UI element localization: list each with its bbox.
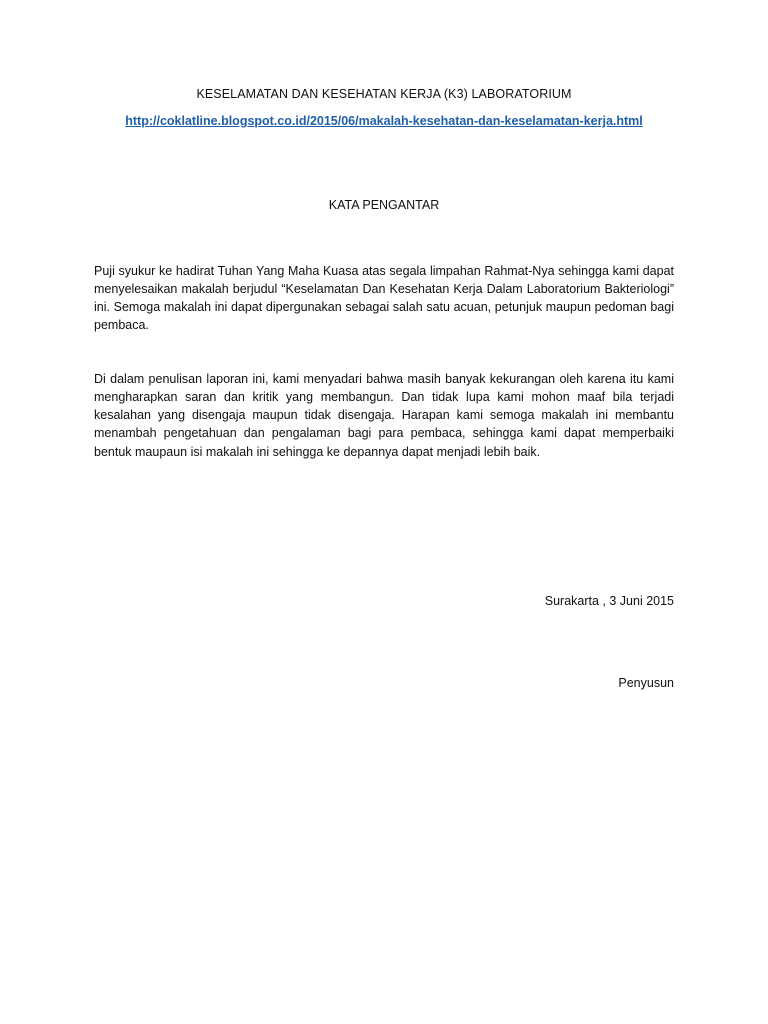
source-link[interactable]: http://coklatline.blogspot.co.id/2015/06/makalah-kesehatan-dan-keselamatan-kerja.html — [125, 114, 643, 128]
paragraph-1: Puji syukur ke hadirat Tuhan Yang Maha Kuasa atas segala limpahan Rahmat-Nya sehingga kami dapat menyelesaikan makalah berjudul “Keselamatan Dan Kesehatan Kerja Dalam Laboratorium Bakteriologi” ini. Semoga makalah ini dapat dipergunakan sebagai salah satu acuan, petunjuk maupun pedoman bagi pembaca. — [94, 263, 674, 333]
document-title: KESELAMATAN DAN KESEHATAN KERJA (K3) LABORATORIUM — [196, 87, 572, 101]
paragraph-2: Di dalam penulisan laporan ini, kami menyadari bahwa masih banyak kekurangan oleh karena itu kami mengharapkan saran dan kritik yang membangun. Dan tidak lupa kami mohon maaf bila terjadi kesalahan yang disengaja maupun tidak disengaja. Harapan kami semoga makalah ini membantu menambah pengetahuan dan pengalaman bagi para pembaca, sehingga kami dapat memperbaiki bentuk maupaun isi makalah ini sehingga ke depannya dapat menjadi lebih baik. — [94, 371, 674, 459]
section-heading: KATA PENGANTAR — [328, 198, 440, 212]
author-signature-label: Penyusun — [618, 676, 674, 690]
place-date: Surakarta , 3 Juni 2015 — [544, 594, 674, 608]
